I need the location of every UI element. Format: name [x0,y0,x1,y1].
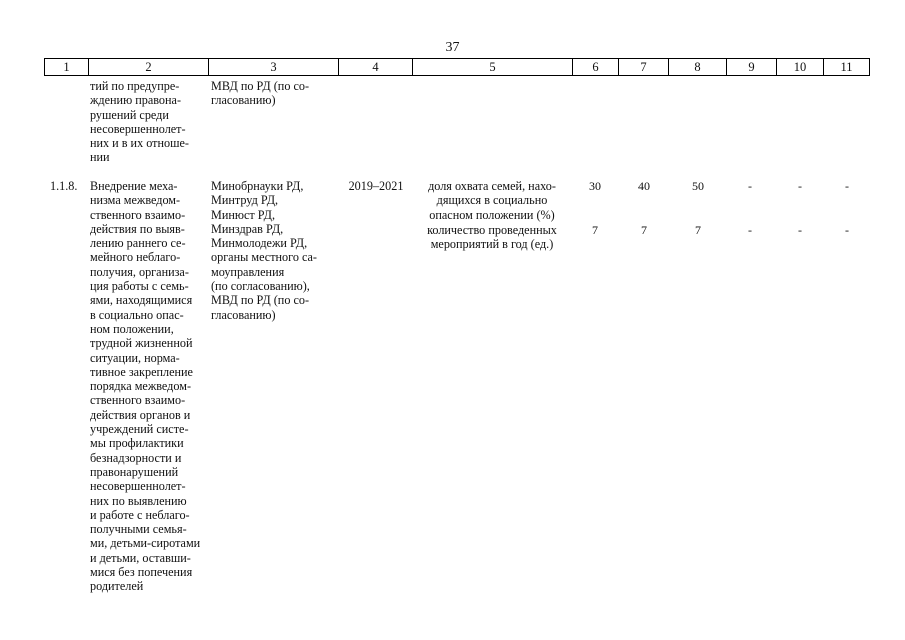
text-line: доля охвата семей, нахо- [428,179,556,193]
row-number: 1.1.8. [50,179,78,193]
continuation-executors [211,79,309,108]
text-line: дящихся в социально [436,193,548,208]
header-col-2: 2 [89,59,209,75]
header-col-7: 7 [619,59,669,75]
text-line: гласованию) [211,307,276,322]
text-line: ями, находящимися [90,293,193,308]
continuation-description [90,79,189,165]
text-line: мероприятий в год (ед.) [430,237,554,252]
indicator-1-value-col8: 50 [692,179,704,193]
responsible-executors [211,179,317,322]
text-line: ситуации, норма- [90,350,180,365]
text-line: МВД по РД (по со- [211,293,310,308]
header-col-4: 4 [339,59,413,75]
text-line: Минтруд РД, [211,193,279,208]
text-line: количество проведенных [427,223,557,237]
text-line: Минздрав РД, [211,221,284,236]
indicator-1-value-col10: - [798,179,802,193]
text-line: низма межведом- [90,193,181,208]
indicator-2-value-col9: - [748,223,752,237]
text-line: ми, детьми-сиротами [90,536,201,551]
text-line: безнадзорности и [90,450,182,465]
text-line: действия органов и [90,407,191,422]
text-line: опасном положении (%) [429,207,555,222]
indicator-1 [410,179,574,222]
text-line: родителей [90,579,144,594]
text-line: тий по предупре- [90,79,180,93]
header-col-6: 6 [573,59,619,75]
text-line: нии [90,150,110,165]
text-line: моуправления [211,264,285,279]
text-line: в социально опас- [90,307,184,322]
text-line: несовершеннолет- [90,479,186,494]
text-line: ном положении, [90,321,174,336]
indicator-2-value-col11: - [845,223,849,237]
text-line: Минмолодежи РД, [211,236,308,251]
text-line: рушений среди [90,107,169,122]
text-line: МВД по РД (по со- [211,79,310,93]
indicator-1-value-col11: - [845,179,849,193]
text-line: трудной жизненной [90,336,193,351]
text-line: мися без попечения [90,565,193,580]
indicator-2-value-col10: - [798,223,802,237]
text-line: порядка межведом- [90,379,192,394]
text-line: (по согласованию), [211,279,310,294]
text-line: получия, организа- [90,264,189,279]
text-line: получными семья- [90,522,187,537]
indicator-2-value-col6: 7 [592,223,598,237]
text-line: них по выявлению [90,493,187,508]
text-line: и работе с неблаго- [90,507,190,522]
text-line: мейного неблаго- [90,250,181,265]
text-line: ственного взаимо- [90,393,186,408]
header-col-11: 11 [840,60,853,74]
text-line: и детьми, оставши- [90,550,191,565]
indicator-1-value-col9: - [748,179,752,193]
text-line: Минюст РД, [211,207,275,222]
indicator-2-value-col8: 7 [695,223,701,237]
text-line: Минобрнауки РД, [211,179,304,193]
indicator-1-value-col7: 40 [638,179,650,193]
implementation-period: 2019–2021 [348,179,404,193]
header-col-5: 5 [413,59,573,75]
header-col-10: 10 [777,59,824,75]
text-line: тивное закрепление [90,364,193,379]
text-line: правонарушений [90,464,179,479]
text-line: ственного взаимо- [90,207,186,222]
text-line: Внедрение меха- [90,179,178,193]
text-line: гласованию) [211,93,276,108]
table-header-row [44,58,870,76]
text-line: учреждений систе- [90,422,189,437]
text-line: действия по выяв- [90,221,185,236]
header-col-9: 9 [727,59,777,75]
header-col-3: 3 [209,59,339,75]
text-line: мы профилактики [90,436,184,451]
header-col-1: 1 [45,59,89,75]
indicator-2-value-col7: 7 [641,223,647,237]
indicator-1-value-col6: 30 [589,179,601,193]
text-line: лению раннего се- [90,236,186,251]
text-line: ждению правона- [90,93,182,108]
text-line: ция работы с семь- [90,279,189,294]
text-line: них и в их отноше- [90,136,189,151]
header-col-8: 8 [669,59,727,75]
page-number: 37 [445,40,460,55]
text-line: органы местного са- [211,250,317,265]
measure-description [90,179,200,594]
text-line: несовершеннолет- [90,121,186,136]
indicator-2 [410,223,574,252]
